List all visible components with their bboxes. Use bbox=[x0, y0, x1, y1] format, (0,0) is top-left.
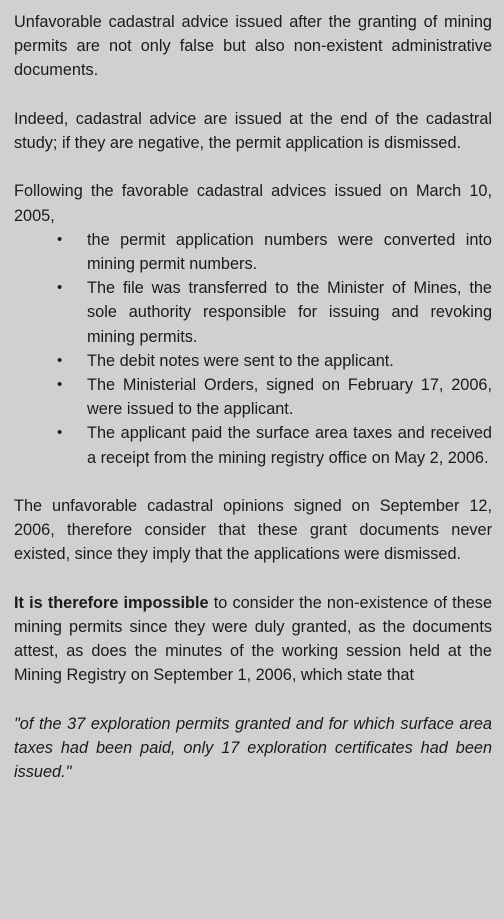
list-item bbox=[14, 349, 492, 373]
bullet-icon: • bbox=[57, 230, 63, 248]
paragraph-cadastral-study: Indeed, cadastral advice are issued at the end of the cadastral study; if they are negative, the permit application is dismissed. bbox=[14, 109, 492, 152]
bullet-list bbox=[14, 228, 492, 470]
bullet-icon: • bbox=[57, 279, 63, 297]
list-item bbox=[14, 276, 492, 349]
list-item bbox=[14, 373, 492, 421]
list-item bbox=[14, 228, 492, 276]
bullet-icon: • bbox=[57, 376, 63, 394]
paragraph-unfavorable-opinions: The unfavorable cadastral opinions signed on September 12, 2006, therefore consider that these grant documents never existed, since they imply that the applications were dismissed. bbox=[14, 497, 492, 564]
bullet-icon: • bbox=[57, 424, 63, 442]
paragraph-text: to consider the non-existence of these mining permits since they were duly granted, as the documents attest, as does the minutes of the working session held at the Mining Registry on September 1, 2006, which state that bbox=[14, 593, 493, 685]
bullet-text: The debit notes were sent to the applicant. bbox=[87, 351, 394, 370]
bullet-text: The Ministerial Orders, signed on February 17, 2006, were issued to the applicant. bbox=[87, 376, 492, 419]
bullet-text: the permit application numbers were converted into mining permit numbers. bbox=[87, 230, 492, 273]
paragraph-unfavorable-advice: Unfavorable cadastral advice issued after the granting of mining permits are not only false but also non-existent administrative documents. bbox=[14, 13, 492, 80]
bullet-text: The file was transferred to the Minister of Mines, the sole authority responsible for issuing and revoking mining permits. bbox=[87, 279, 492, 346]
emphasis-text: It is therefore impossible bbox=[14, 593, 209, 612]
bullet-text: The applicant paid the surface area taxes and received a receipt from the mining registry office on May 2, 2006. bbox=[87, 424, 492, 467]
paragraph-impossible bbox=[14, 591, 492, 688]
quotation: "of the 37 exploration permits granted and for which surface area taxes had been paid, only 17 exploration certificates had been issued." bbox=[14, 714, 492, 782]
bullet-icon: • bbox=[57, 351, 63, 369]
paragraph-favorable-advices: Following the favorable cadastral advices issued on March 10, 2005, bbox=[14, 182, 492, 225]
list-item bbox=[14, 421, 492, 469]
